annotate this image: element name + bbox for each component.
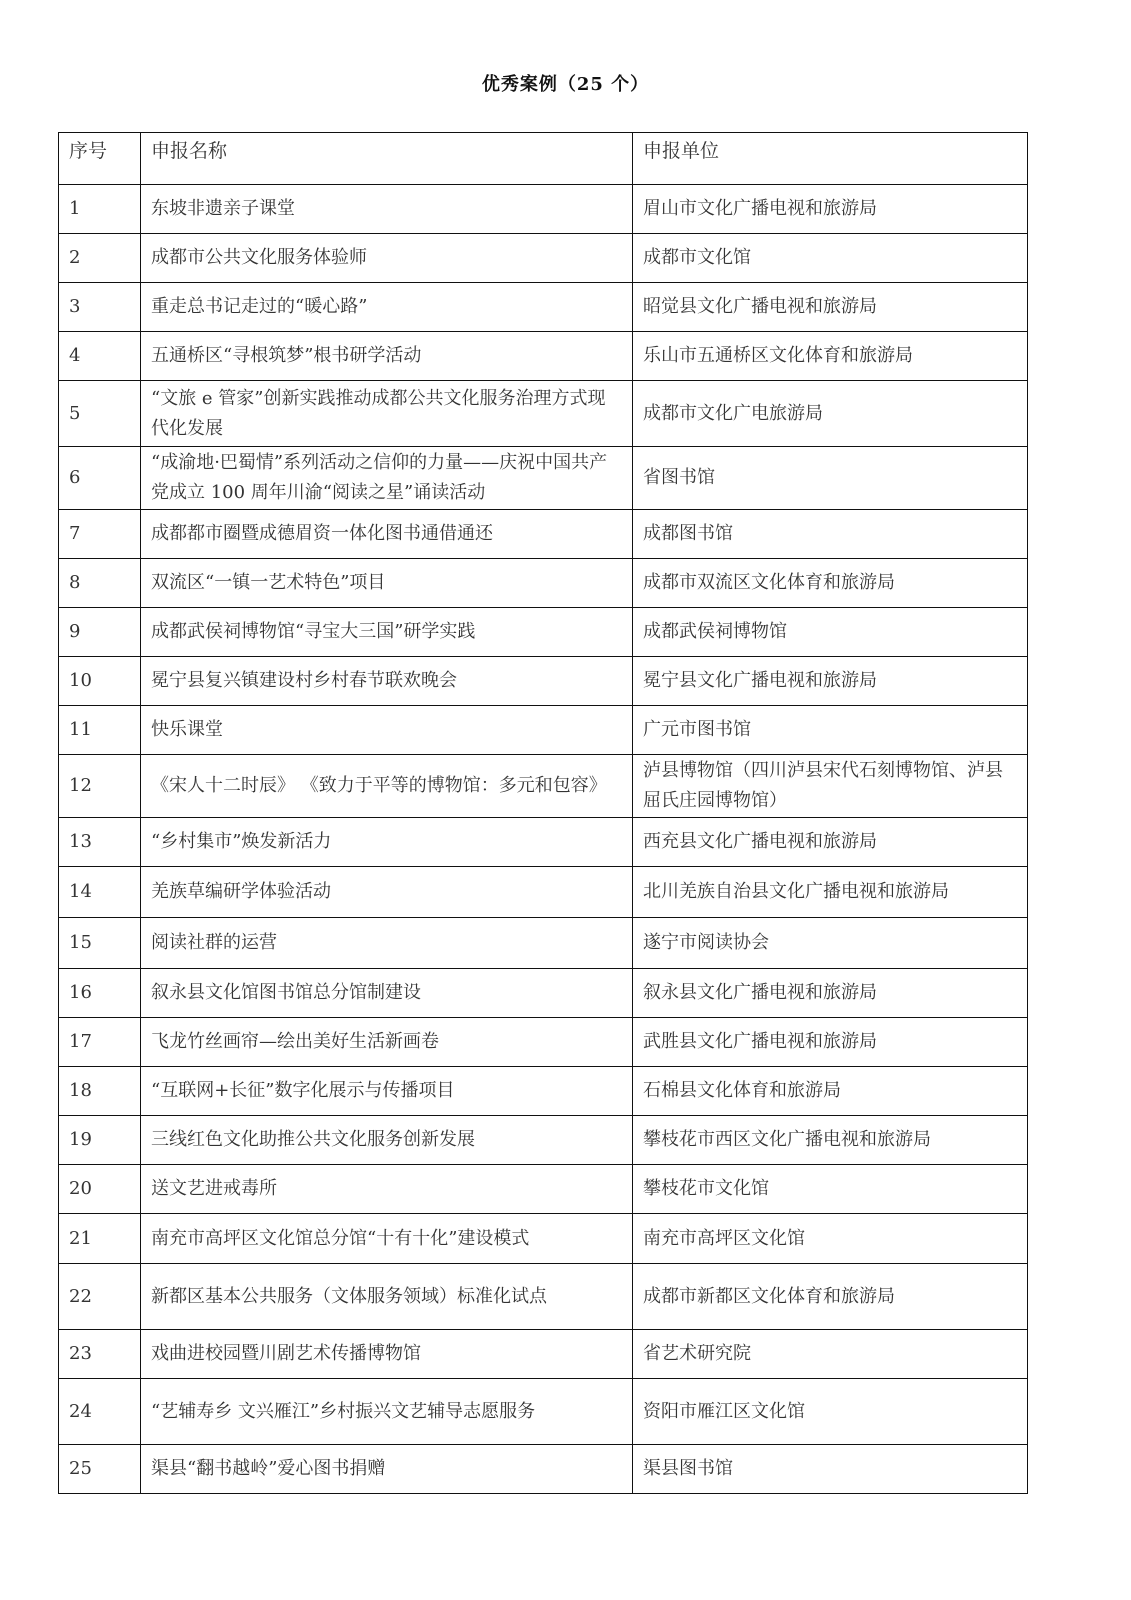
row-number: 3 <box>59 283 141 332</box>
row-unit: 成都市新都区文化体育和旅游局 <box>633 1264 1028 1330</box>
row-number: 19 <box>59 1116 141 1165</box>
row-unit: 泸县博物馆（四川泸县宋代石刻博物馆、泸县屈氏庄园博物馆） <box>633 755 1028 818</box>
row-name: 双流区“一镇一艺术特色”项目 <box>141 559 633 608</box>
row-name: 《宋人十二时辰》 《致力于平等的博物馆：多元和包容》 <box>141 755 633 818</box>
table-row <box>59 969 1028 1018</box>
row-unit: 石棉县文化体育和旅游局 <box>633 1067 1028 1116</box>
row-number: 10 <box>59 657 141 706</box>
row-number: 16 <box>59 969 141 1018</box>
row-name: “乡村集市”焕发新活力 <box>141 818 633 867</box>
cases-table <box>58 132 1028 1494</box>
row-name: 冕宁县复兴镇建设村乡村春节联欢晚会 <box>141 657 633 706</box>
row-name: 东坡非遗亲子课堂 <box>141 185 633 234</box>
row-name: “互联网+长征”数字化展示与传播项目 <box>141 1067 633 1116</box>
row-unit: 北川羌族自治县文化广播电视和旅游局 <box>633 867 1028 918</box>
table-row <box>59 510 1028 559</box>
row-number: 20 <box>59 1165 141 1214</box>
table-row <box>59 1116 1028 1165</box>
row-unit: 广元市图书馆 <box>633 706 1028 755</box>
table-row <box>59 283 1028 332</box>
row-unit: 遂宁市阅读协会 <box>633 918 1028 969</box>
row-number: 23 <box>59 1330 141 1379</box>
table-row <box>59 867 1028 918</box>
row-number: 25 <box>59 1445 141 1494</box>
table-row <box>59 1165 1028 1214</box>
table-row <box>59 818 1028 867</box>
table-row <box>59 608 1028 657</box>
row-number: 7 <box>59 510 141 559</box>
row-unit: 西充县文化广播电视和旅游局 <box>633 818 1028 867</box>
table-row <box>59 918 1028 969</box>
table-row <box>59 1067 1028 1116</box>
table-row <box>59 185 1028 234</box>
row-name: 重走总书记走过的“暖心路” <box>141 283 633 332</box>
row-number: 11 <box>59 706 141 755</box>
row-unit: 成都武侯祠博物馆 <box>633 608 1028 657</box>
row-unit: 南充市高坪区文化馆 <box>633 1214 1028 1264</box>
row-name: 戏曲进校园暨川剧艺术传播博物馆 <box>141 1330 633 1379</box>
table-row <box>59 1018 1028 1067</box>
row-number: 21 <box>59 1214 141 1264</box>
row-unit: 成都图书馆 <box>633 510 1028 559</box>
row-number: 1 <box>59 185 141 234</box>
row-unit: 省艺术研究院 <box>633 1330 1028 1379</box>
table-row <box>59 1214 1028 1264</box>
table-row <box>59 447 1028 510</box>
table-row <box>59 1330 1028 1379</box>
row-number: 4 <box>59 332 141 381</box>
row-number: 2 <box>59 234 141 283</box>
row-name: “成渝地·巴蜀情”系列活动之信仰的力量——庆祝中国共产党成立 100 周年川渝“阅读之星”诵读活动 <box>141 447 633 510</box>
table-row <box>59 1264 1028 1330</box>
table-row <box>59 657 1028 706</box>
row-name: 渠县“翻书越岭”爱心图书捐赠 <box>141 1445 633 1494</box>
table-row <box>59 559 1028 608</box>
row-unit: 乐山市五通桥区文化体育和旅游局 <box>633 332 1028 381</box>
row-name: “艺辅寿乡 文兴雁江”乡村振兴文艺辅导志愿服务 <box>141 1379 633 1445</box>
row-name: 成都武侯祠博物馆“寻宝大三国”研学实践 <box>141 608 633 657</box>
row-number: 18 <box>59 1067 141 1116</box>
row-unit: 渠县图书馆 <box>633 1445 1028 1494</box>
table-row <box>59 755 1028 818</box>
row-number: 17 <box>59 1018 141 1067</box>
table-row <box>59 1379 1028 1445</box>
row-number: 8 <box>59 559 141 608</box>
row-number: 5 <box>59 381 141 447</box>
row-unit: 成都市文化馆 <box>633 234 1028 283</box>
row-unit: 资阳市雁江区文化馆 <box>633 1379 1028 1445</box>
row-number: 13 <box>59 818 141 867</box>
header-name: 申报名称 <box>141 133 633 185</box>
row-name: 新都区基本公共服务（文体服务领域）标准化试点 <box>141 1264 633 1330</box>
row-unit: 省图书馆 <box>633 447 1028 510</box>
header-unit: 申报单位 <box>633 133 1028 185</box>
row-number: 9 <box>59 608 141 657</box>
document-title: 优秀案例（25 个） <box>481 74 650 95</box>
header-no: 序号 <box>59 133 141 185</box>
row-unit: 攀枝花市文化馆 <box>633 1165 1028 1214</box>
table-header-row <box>59 133 1028 185</box>
table-row <box>59 332 1028 381</box>
row-unit: 成都市双流区文化体育和旅游局 <box>633 559 1028 608</box>
row-name: 五通桥区“寻根筑梦”根书研学活动 <box>141 332 633 381</box>
table-body <box>59 133 1028 1494</box>
table-row <box>59 234 1028 283</box>
row-name: 阅读社群的运营 <box>141 918 633 969</box>
row-unit: 攀枝花市西区文化广播电视和旅游局 <box>633 1116 1028 1165</box>
row-unit: 眉山市文化广播电视和旅游局 <box>633 185 1028 234</box>
row-name: 叙永县文化馆图书馆总分馆制建设 <box>141 969 633 1018</box>
table-row <box>59 706 1028 755</box>
row-number: 15 <box>59 918 141 969</box>
row-unit: 冕宁县文化广播电视和旅游局 <box>633 657 1028 706</box>
row-unit: 叙永县文化广播电视和旅游局 <box>633 969 1028 1018</box>
row-number: 12 <box>59 755 141 818</box>
row-number: 22 <box>59 1264 141 1330</box>
row-name: 南充市高坪区文化馆总分馆“十有十化”建设模式 <box>141 1214 633 1264</box>
row-name: 快乐课堂 <box>141 706 633 755</box>
row-number: 14 <box>59 867 141 918</box>
row-unit: 昭觉县文化广播电视和旅游局 <box>633 283 1028 332</box>
row-name: 羌族草编研学体验活动 <box>141 867 633 918</box>
row-unit: 成都市文化广电旅游局 <box>633 381 1028 447</box>
row-name: “文旅 e 管家”创新实践推动成都公共文化服务治理方式现代化发展 <box>141 381 633 447</box>
row-name: 三线红色文化助推公共文化服务创新发展 <box>141 1116 633 1165</box>
row-name: 成都市公共文化服务体验师 <box>141 234 633 283</box>
row-number: 6 <box>59 447 141 510</box>
row-number: 24 <box>59 1379 141 1445</box>
table-row <box>59 1445 1028 1494</box>
table-row <box>59 381 1028 447</box>
row-name: 成都都市圈暨成德眉资一体化图书通借通还 <box>141 510 633 559</box>
row-name: 飞龙竹丝画帘—绘出美好生活新画卷 <box>141 1018 633 1067</box>
row-unit: 武胜县文化广播电视和旅游局 <box>633 1018 1028 1067</box>
row-name: 送文艺进戒毒所 <box>141 1165 633 1214</box>
